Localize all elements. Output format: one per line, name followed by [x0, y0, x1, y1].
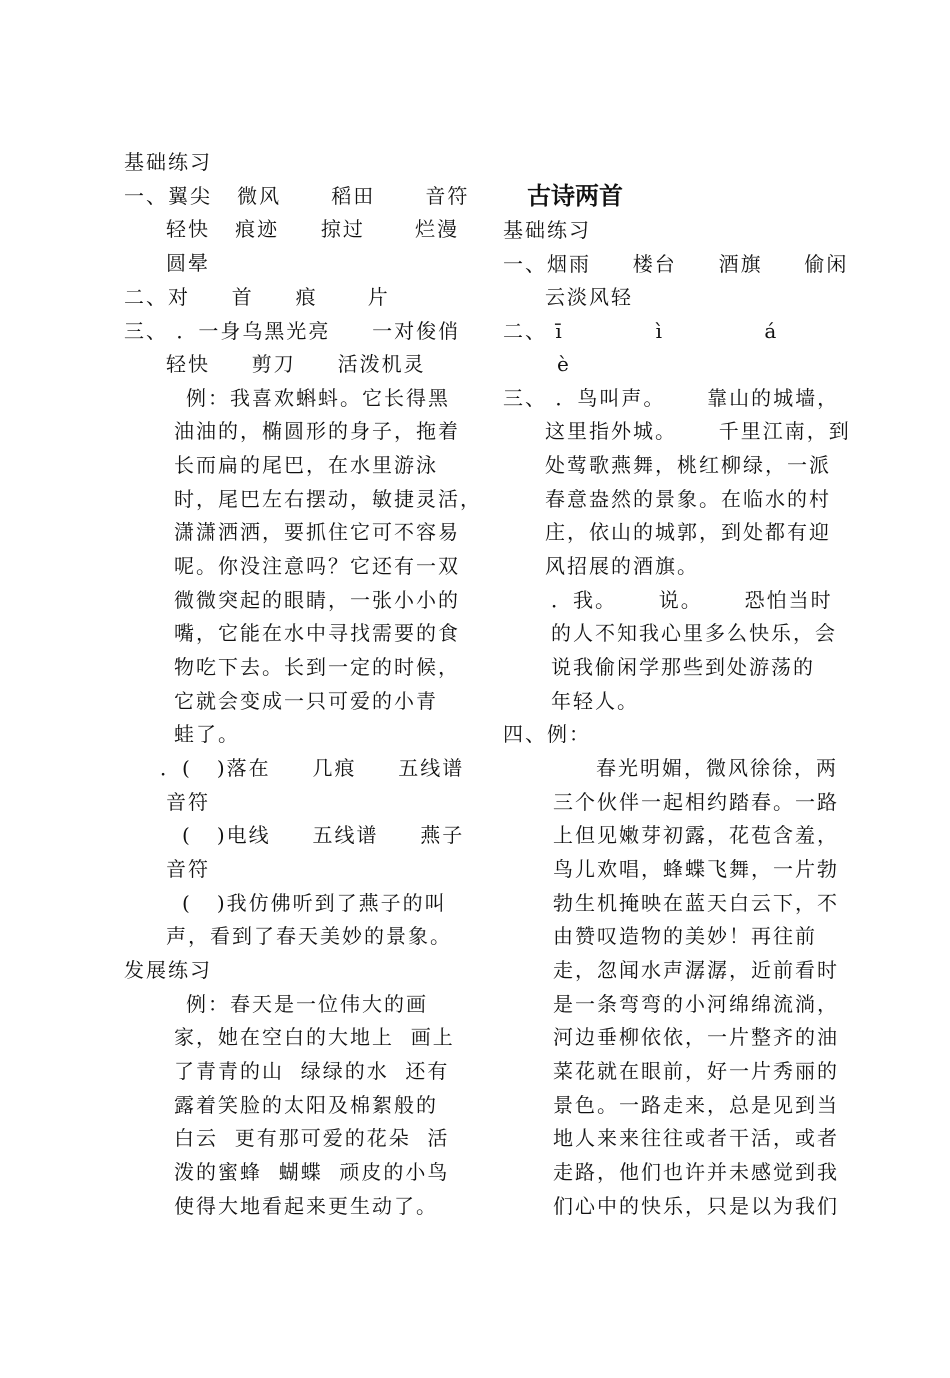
page-title: 古诗两首 [527, 182, 623, 210]
text-line: 走，忽闻水声潺潺，近前看时 [553, 958, 839, 982]
text-line: 轻快 剪刀 活泼机灵 [166, 352, 426, 376]
text-line: 年轻人。 [551, 689, 639, 713]
text-line: 使得大地看起来更生动了。 [174, 1194, 438, 1218]
text-line: 一、烟雨 楼台 酒旗 偷闲 [503, 252, 849, 276]
text-line: 长而扁的尾巴，在水里游泳 [174, 453, 438, 477]
text-line: 庄，依山的城郭，到处都有迎 [545, 520, 831, 544]
text-line: 例：我喜欢蝌蚪。它长得黑 [186, 386, 450, 410]
text-line: 三个伙伴一起相约踏春。一路 [553, 790, 839, 814]
text-line: 的人不知我心里多么快乐，会 [551, 621, 837, 645]
text-line: 家，她在空白的大地上 画上 [174, 1025, 455, 1049]
text-line: 四、例： [503, 722, 591, 746]
text-line: 云淡风轻 [545, 285, 633, 309]
text-line: 春光明媚，微风徐徐，两 [596, 756, 838, 780]
text-line: 二、对 首 痕 片 [124, 285, 390, 309]
text-line: 地人来来往往或者干活，或者 [553, 1126, 839, 1150]
text-line: 泼的蜜蜂 蝴蝶 顽皮的小鸟 [174, 1160, 450, 1184]
text-line: 们心中的快乐，只是以为我们 [553, 1194, 839, 1218]
text-line: 音符 [166, 790, 210, 814]
text-line: 三、 ．一身乌黑光亮 一对俊俏 [124, 319, 461, 343]
text-line: 了青青的山 绿绿的水 还有 [174, 1059, 450, 1083]
section-heading: 基础练习 [503, 218, 591, 242]
text-line: 春意盎然的景象。在临水的村 [545, 487, 831, 511]
section-heading: 发展练习 [124, 958, 212, 982]
text-line: 轻快 痕迹 掠过 烂漫 [166, 217, 460, 241]
text-line: 勃生机掩映在蓝天白云下，不 [553, 891, 839, 915]
text-line: 它就会变成一只可爱的小青 [174, 689, 438, 713]
text-line: 潇潇洒洒，要抓住它可不容易 [174, 520, 460, 544]
text-line: 菜花就在眼前，好一片秀丽的 [553, 1059, 839, 1083]
text-line: 音符 [166, 857, 210, 881]
text-line: 油油的，椭圆形的身子，拖着 [174, 419, 460, 443]
text-line: 说我偷闲学那些到处游荡的 [551, 655, 815, 679]
text-line: 圆晕 [166, 251, 210, 275]
section-heading: 基础练习 [124, 150, 212, 174]
text-line: ．我。 说。 恐怕当时 [551, 588, 833, 612]
text-line: 时，尾巴左右摆动，敏捷灵活， [174, 487, 482, 511]
text-line: 走路，他们也许并未感觉到我 [553, 1160, 839, 1184]
text-line: 风招展的酒旗。 [545, 554, 699, 578]
text-line: 嘴，它能在水中寻找需要的食 [174, 621, 460, 645]
text-line: 鸟儿欢唱，蜂蝶飞舞，一片勃 [553, 857, 839, 881]
text-line: 露着笑脸的太阳及棉絮般的 [174, 1093, 438, 1117]
text-line: 呢。你没注意吗？它还有一双 [174, 554, 460, 578]
text-line: 白云 更有那可爱的花朵 活 [174, 1126, 450, 1150]
text-line: 微微突起的眼睛，一张小小的 [174, 588, 460, 612]
text-line: 声，看到了春天美妙的景象。 [166, 924, 452, 948]
text-line: ( )我仿佛听到了燕子的叫 [182, 891, 447, 915]
text-line: 一、翼尖 微风 稻田 音符 [124, 184, 470, 208]
text-line: 蛙了。 [174, 722, 240, 746]
text-line: 是一条弯弯的小河绵绵流淌， [553, 992, 839, 1016]
text-line: 物吃下去。长到一定的时候， [174, 655, 460, 679]
text-line: è [557, 352, 571, 376]
text-line: 例：春天是一位伟大的画 [186, 992, 428, 1016]
text-line: ．( )落在 几痕 五线谱 [160, 756, 465, 780]
text-line: 景色。一路走来，总是见到当 [553, 1093, 839, 1117]
text-line: 三、 ．鸟叫声。 靠山的城墙， [503, 386, 840, 410]
text-line: 这里指外城。 千里江南，到 [545, 419, 851, 443]
text-line: 上但见嫩芽初露，花苞含羞， [553, 823, 839, 847]
text-line: 二、 ī ì á [503, 319, 779, 343]
text-line: 处莺歌燕舞，桃红柳绿，一派 [545, 453, 831, 477]
text-line: 由赞叹造物的美妙！再往前 [553, 924, 817, 948]
text-line: 河边垂柳依依，一片整齐的油 [553, 1025, 839, 1049]
text-line: ( )电线 五线谱 燕子 [182, 823, 465, 847]
